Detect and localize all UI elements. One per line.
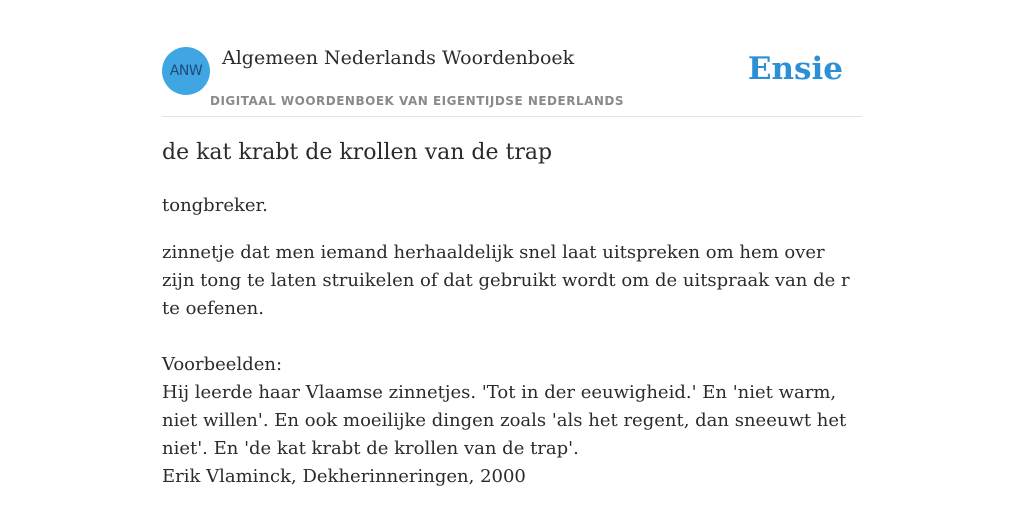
examples-label: Voorbeelden: — [162, 354, 283, 375]
example-text: Hij leerde haar Vlaamse zinnetjes. 'Tot in der eeuwigheid.' En 'niet warm, niet willen'. En ook moeilijke dingen zoals 'als het regent, dan sneeuwt het niet'. En 'de kat krabt de krollen van de trap'. — [162, 382, 847, 459]
anw-logo-text: ANW — [169, 63, 203, 79]
dictionary-subtitle: DIGITAAL WOORDENBOEK VAN EIGENTIJDSE NEDERLANDS — [210, 94, 625, 108]
site-header — [162, 46, 862, 117]
ensie-brand-logo[interactable]: Ensie — [747, 51, 843, 87]
entry-headword: de kat krabt de krollen van de trap — [162, 140, 553, 165]
entry-definition: zinnetje dat men iemand herhaaldelijk snel laat uitspreken om hem over zijn tong te laten struikelen of dat gebruikt wordt om de uitspraak van de r te oefenen. — [162, 242, 850, 319]
example-source: Erik Vlaminck, Dekherinneringen, 2000 — [162, 466, 526, 487]
entry-content — [162, 192, 852, 491]
spacer — [162, 323, 852, 351]
dictionary-title[interactable]: Algemeen Nederlands Woordenboek — [222, 47, 575, 69]
anw-logo[interactable] — [162, 47, 210, 95]
entry-grammar: tongbreker. — [162, 195, 268, 216]
